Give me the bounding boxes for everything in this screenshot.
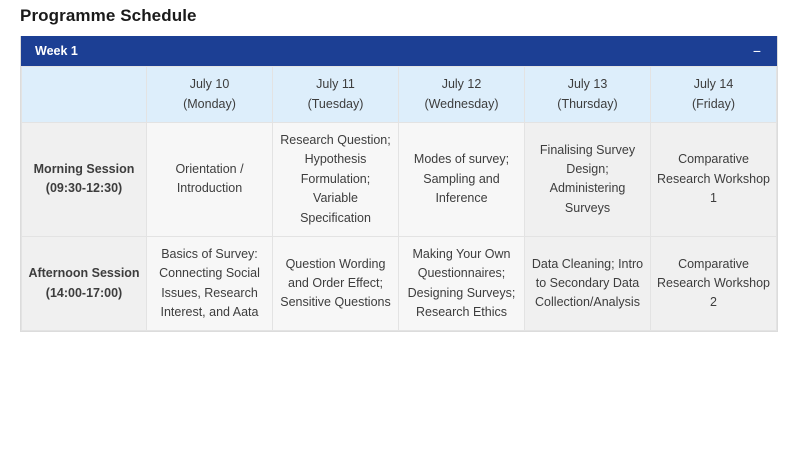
session-cell: Orientation / Introduction	[147, 123, 273, 237]
week-header[interactable]	[21, 36, 777, 66]
row-label-morning	[22, 123, 147, 237]
session-cell: Comparative Research Workshop 2	[651, 236, 777, 331]
column-header-day-2	[273, 67, 399, 123]
week-label: Week 1	[35, 44, 78, 58]
schedule-table	[21, 66, 777, 331]
row-label-title: Afternoon Session	[28, 266, 140, 281]
column-header-date: July 13	[567, 77, 608, 92]
column-header-day-3	[399, 67, 525, 123]
column-header-dow: (Tuesday)	[307, 96, 364, 111]
table-row	[22, 236, 777, 331]
table-header-row	[22, 67, 777, 123]
table-row	[22, 123, 777, 237]
session-cell: Basics of Survey: Connecting Social Issues, Research Interest, and Aata	[147, 236, 273, 331]
column-header-date: July 12	[441, 77, 482, 92]
column-header-date: July 10	[189, 77, 230, 92]
session-cell: Question Wording and Order Effect; Sensitive Questions	[273, 236, 399, 331]
page-title: Programme Schedule	[20, 6, 197, 25]
session-cell: Data Cleaning; Intro to Secondary Data Collection/Analysis	[525, 236, 651, 331]
column-header-day-1	[147, 67, 273, 123]
column-header-dow: (Friday)	[691, 96, 736, 111]
column-header-dow: (Wednesday)	[424, 96, 499, 111]
row-label-afternoon	[22, 236, 147, 331]
schedule-card	[20, 36, 778, 332]
row-label-title: Morning Session	[33, 162, 135, 177]
session-cell: Research Question; Hypothesis Formulation; Variable Specification	[273, 123, 399, 237]
column-header-date: July 14	[693, 77, 734, 92]
collapse-minus-icon[interactable]: −	[752, 43, 761, 59]
column-header-date: July 11	[316, 77, 355, 92]
row-label-time: (14:00-17:00)	[45, 285, 123, 300]
session-cell: Comparative Research Workshop 1	[651, 123, 777, 237]
column-header-dow: (Monday)	[183, 96, 236, 111]
row-label-time: (09:30-12:30)	[45, 181, 123, 196]
session-cell: Finalising Survey Design; Administering Surveys	[525, 123, 651, 237]
session-cell: Modes of survey; Sampling and Inference	[399, 123, 525, 237]
column-header-dow: (Thursday)	[557, 96, 618, 111]
session-cell: Making Your Own Questionnaires; Designing Surveys; Research Ethics	[399, 236, 525, 331]
table-corner-cell	[22, 67, 147, 123]
column-header-day-5	[651, 67, 777, 123]
column-header-day-4	[525, 67, 651, 123]
